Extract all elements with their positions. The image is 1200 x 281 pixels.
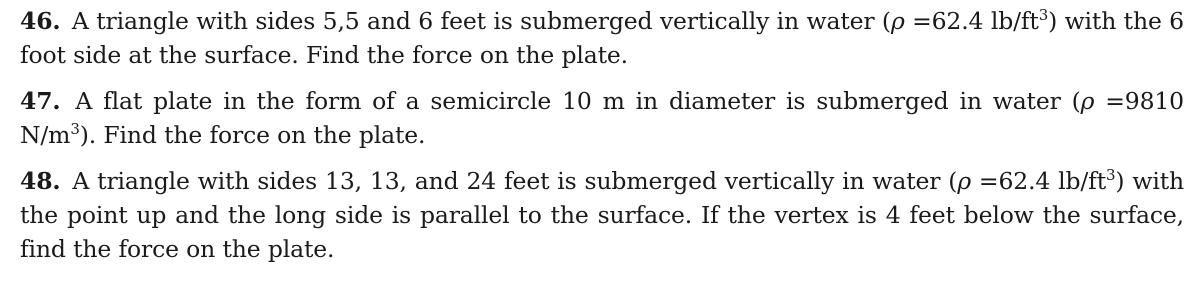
problem-number: 47. — [20, 87, 61, 115]
problem-text: =62.4 lb/ft — [970, 167, 1107, 195]
problem-text: =9810 N/m — [20, 87, 1184, 149]
problem-text: =62.4 lb/ft — [904, 7, 1039, 35]
problem-text: A triangle with sides 13, 13, and 24 feet is submerged vertically in water ( — [72, 167, 958, 195]
exponent: 3 — [1038, 6, 1049, 25]
problem-48 — [20, 164, 1184, 266]
problem-text: ). Find the force on the plate. — [79, 121, 426, 149]
rho-symbol: ρ — [1080, 87, 1095, 115]
exponent: 3 — [1106, 166, 1116, 185]
problem-list — [20, 4, 1184, 266]
problem-46 — [20, 4, 1184, 72]
problem-number: 48. — [20, 167, 61, 195]
rho-symbol: ρ — [890, 7, 905, 35]
problem-number: 46. — [20, 7, 61, 35]
problem-text: A flat plate in the form of a semicircle 10 m in diameter is submerged in water ( — [75, 87, 1081, 115]
problem-text: ) with the point up and the long side is parallel to the surface. If the vertex is 4 feet below the surface, find the force on the plate. — [20, 167, 1184, 263]
rho-symbol: ρ — [957, 167, 971, 195]
problem-text: ) with the 6 foot side at the surface. Find the force on the plate. — [20, 7, 1184, 69]
problem-47 — [20, 84, 1184, 152]
exponent: 3 — [70, 120, 80, 139]
problem-text: A triangle with sides 5,5 and 6 feet is submerged vertically in water ( — [71, 7, 891, 35]
